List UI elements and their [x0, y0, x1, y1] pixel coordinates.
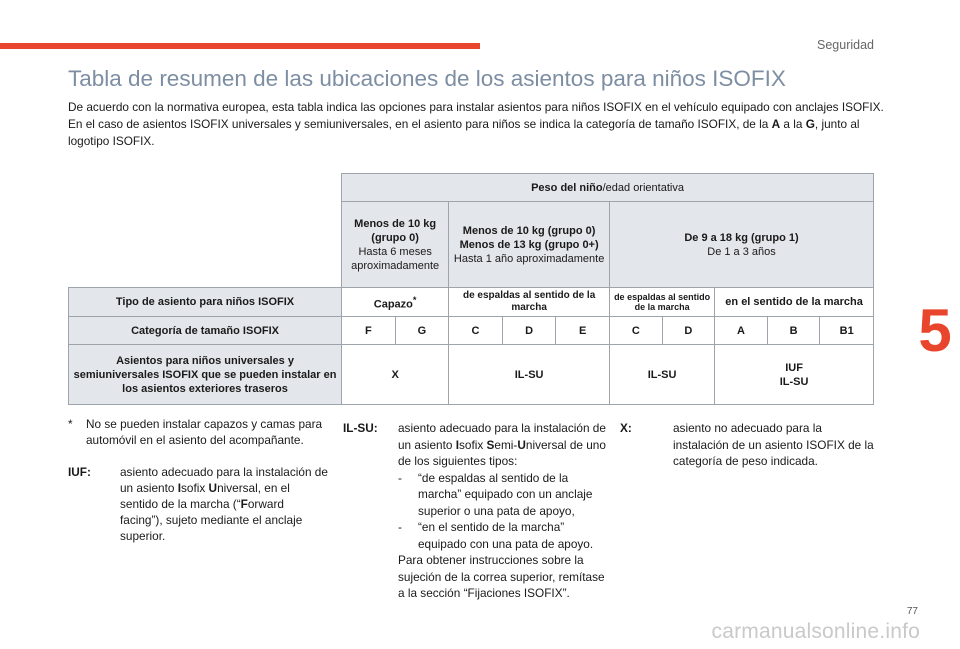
page-number: 77: [906, 606, 918, 617]
size-cell: D: [662, 317, 715, 345]
type-rear-facing: de espaldas al sentido de la marcha: [449, 288, 610, 317]
type-capazo: Capazo*: [342, 288, 449, 317]
weight-header: Peso del niño/edad orientativa: [342, 174, 874, 202]
footnote-asterisk: * No se pueden instalar capazos y camas para automóvil en el asiento del acompañante.: [68, 417, 323, 447]
type-label: Tipo de asiento para niños ISOFIX: [69, 288, 342, 317]
size-cell: B: [767, 317, 820, 345]
definition-x-text: asiento no adecuado para la instalación de un asiento ISOFIX de la categoría de peso indicada.: [673, 421, 874, 468]
size-cell: A: [715, 317, 768, 345]
definition-iuf: IUF: asiento adecuado para la instalación de un asiento Isofix Universal, en el sentido de la marcha (“Forward facing”), sujeto mediante el anclaje superior.: [68, 465, 328, 543]
size-row: [69, 317, 874, 345]
group-0-header: Menos de 10 kg (grupo 0) Hasta 6 meses aproximadamente: [342, 202, 449, 288]
definition-ilsu-text: asiento adecuado para la instalación de un asiento Isofix Semi-Universal de uno de los siguientes tipos: - “de espaldas al sentido de la marcha” equipado con un anclaje superior o una pata de apoyo, - “en el sentido de la marcha” equipado con una pata de apoyo. Para obtener instrucciones sobre la sujeción de la correa superior, remítase a la sección “Fijaciones ISOFIX”.: [398, 420, 608, 602]
page-title: Tabla de resumen de las ubicaciones de los asientos para niños ISOFIX: [68, 66, 786, 91]
list-item: - “de espaldas al sentido de la marcha” equipado con un anclaje superior o una pata de apoyo,: [398, 470, 593, 518]
size-cell: E: [556, 317, 610, 345]
intro-paragraph-2: En el caso de asientos ISOFIX universales y semiuniversales, en el asiento para niños se indica la categoría de tamaño ISOFIX, de la A a la G, junto al logotipo ISOFIX.: [68, 117, 860, 148]
intro-text: [68, 99, 888, 150]
size-label: Categoría de tamaño ISOFIX: [69, 317, 342, 345]
list-item: - “en el sentido de la marcha” equipado con una pata de apoyo.: [398, 520, 594, 551]
chapter-number: 5: [918, 296, 952, 364]
isofix-table: [68, 173, 874, 405]
definition-ilsu: IL-SU: asiento adecuado para la instalación de un asiento Isofix Semi-Universal de uno de los siguientes tipos: - “de espaldas al sentido de la marcha” equipado con un anclaje superior o una pata de apoyo, - “en el sentido de la marcha” equipado con una pata de apoyo. Para obtener instrucciones sobre la sujeción de la correa superior, remítase a la sección “Fijaciones ISOFIX”.: [343, 420, 608, 602]
size-cell: F: [342, 317, 396, 345]
size-cell: C: [449, 317, 503, 345]
size-cell: B1: [820, 317, 874, 345]
watermark: carmanualsonline.info: [711, 620, 920, 643]
definition-x: X: asiento no adecuado para la instalación de un asiento ISOFIX de la categoría de peso indicada.: [620, 421, 874, 468]
size-cell: C: [610, 317, 663, 345]
value-group-1-rear: IL-SU: [610, 345, 715, 405]
type-forward-facing: en el sentido de la marcha: [715, 288, 874, 317]
universal-row: [69, 345, 874, 405]
value-group-0: X: [342, 345, 449, 405]
size-cell: G: [395, 317, 449, 345]
value-group-0plus: IL-SU: [449, 345, 610, 405]
group-1-header: De 9 a 18 kg (grupo 1) De 1 a 3 años: [610, 202, 874, 288]
definition-iuf-text: asiento adecuado para la instalación de un asiento Isofix Universal, en el sentido de la marcha (“Forward facing”), sujeto mediante el anclaje superior.: [120, 465, 328, 543]
group-0plus-header: Menos de 10 kg (grupo 0) Menos de 13 kg (grupo 0+) Hasta 1 año aproximadamente: [449, 202, 610, 288]
accent-bar: [0, 43, 480, 49]
chapter-tab: [910, 280, 960, 380]
universal-label: Asientos para niños universales y semiuniversales ISOFIX que se pueden instalar en los asientos exteriores traseros: [69, 345, 342, 405]
intro-paragraph-1: De acuerdo con la normativa europea, esta tabla indica las opciones para instalar asientos para niños ISOFIX en el vehículo equipado con anclajes ISOFIX.: [68, 100, 884, 114]
size-cell: D: [502, 317, 556, 345]
value-group-1-forward: IUF IL-SU: [715, 345, 874, 405]
section-name: Seguridad: [817, 38, 874, 52]
type-rear-facing-g1: de espaldas al sentido de la marcha: [610, 288, 715, 317]
